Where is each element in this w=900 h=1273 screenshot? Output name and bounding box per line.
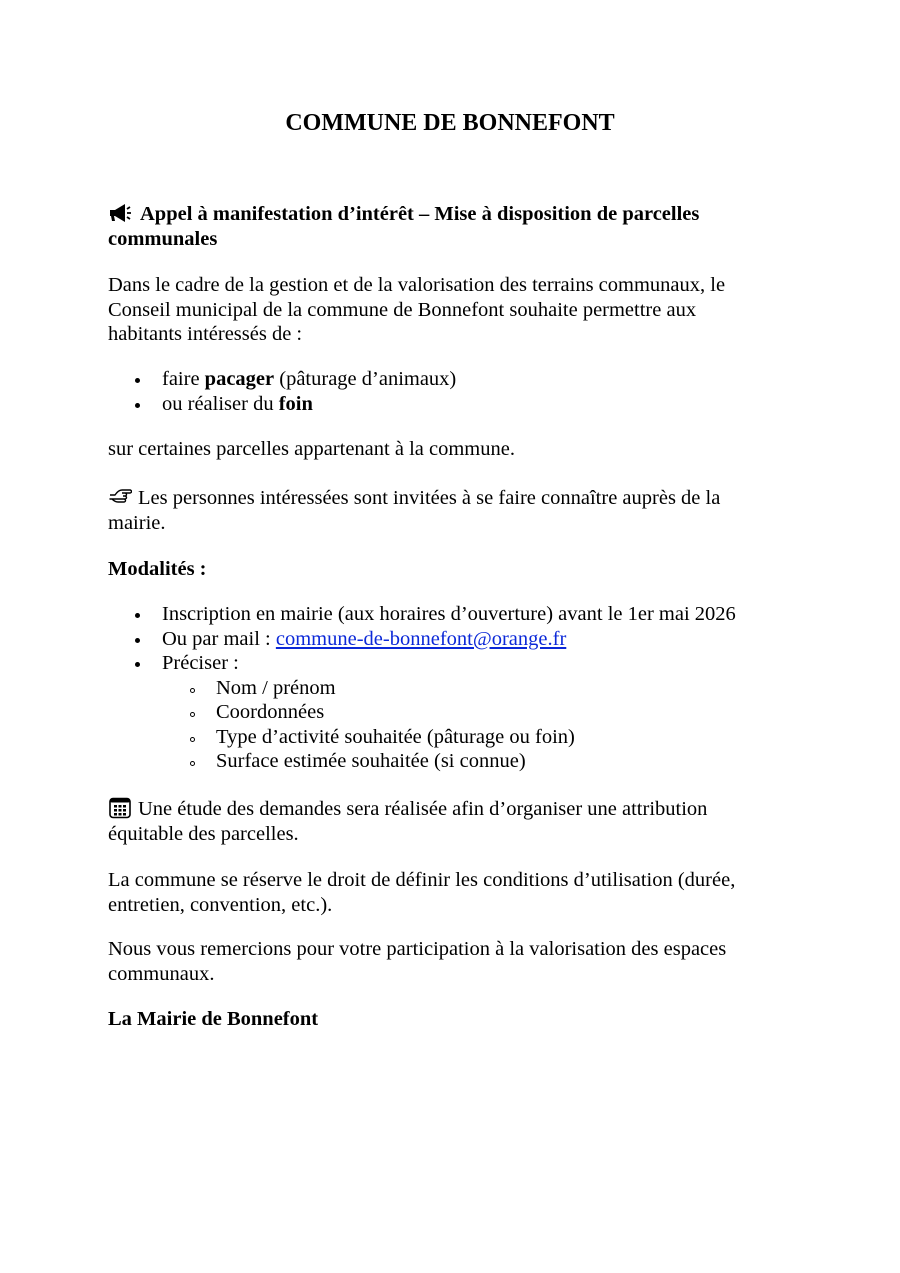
study-text: Une étude des demandes sera réalisée afin d’organiser une attribution équitable des parcelles. — [108, 798, 708, 845]
announcement-heading-text: Appel à manifestation d’intérêt – Mise à disposition de parcelles communales — [108, 203, 700, 250]
activity-foin: ou réaliser du foin — [108, 392, 456, 417]
modalites-list — [108, 602, 736, 774]
calendar-icon — [108, 797, 132, 819]
thanks-paragraph: Nous vous remercions pour votre participation à la valorisation des espaces communaux. — [108, 938, 727, 985]
parcels-line: sur certaines parcelles appartenant à la commune. — [108, 438, 515, 460]
pointing-hand-icon — [108, 486, 132, 508]
study-paragraph — [108, 797, 748, 846]
announcement-heading — [108, 202, 748, 251]
megaphone-icon — [108, 203, 132, 223]
detail-surface: Surface estimée souhaitée (si connue) — [162, 749, 736, 774]
email-link[interactable]: commune-de-bonnefont@orange.fr — [275, 627, 567, 650]
details-list — [162, 676, 736, 774]
conditions-paragraph: La commune se réserve le droit de définir les conditions d’utilisation (durée, entretien, convention, etc.). — [108, 869, 736, 916]
mail-item: Ou par mail : commune-de-bonnefont@orange.fr — [108, 627, 736, 652]
page-title: COMMUNE DE BONNEFONT — [285, 110, 615, 136]
intro-paragraph: Dans le cadre de la gestion et de la valorisation des terrains communaux, le Conseil municipal de la commune de Bonnefont souhaite permettre aux habitants intéressés de : — [108, 274, 726, 345]
activities-list — [108, 367, 456, 416]
specify-item: Préciser : Nom / prénom Coordonnées Type d’activité souhaitée (pâturage ou foin) Surface estimée souhaitée (si connue) — [108, 651, 736, 774]
modalites-label: Modalités : — [108, 558, 207, 580]
activity-pacage: faire pacager (pâturage d’animaux) — [108, 367, 456, 392]
detail-name: Nom / prénom — [162, 676, 736, 701]
detail-contact: Coordonnées — [162, 700, 736, 725]
invite-paragraph — [108, 486, 758, 535]
signature: La Mairie de Bonnefont — [108, 1008, 319, 1030]
invite-text: Les personnes intéressées sont invitées à se faire connaître auprès de la mairie. — [108, 487, 721, 534]
registration-item: Inscription en mairie (aux horaires d’ouverture) avant le 1er mai 2026 — [108, 602, 736, 627]
detail-activity-type: Type d’activité souhaitée (pâturage ou foin) — [162, 725, 736, 750]
